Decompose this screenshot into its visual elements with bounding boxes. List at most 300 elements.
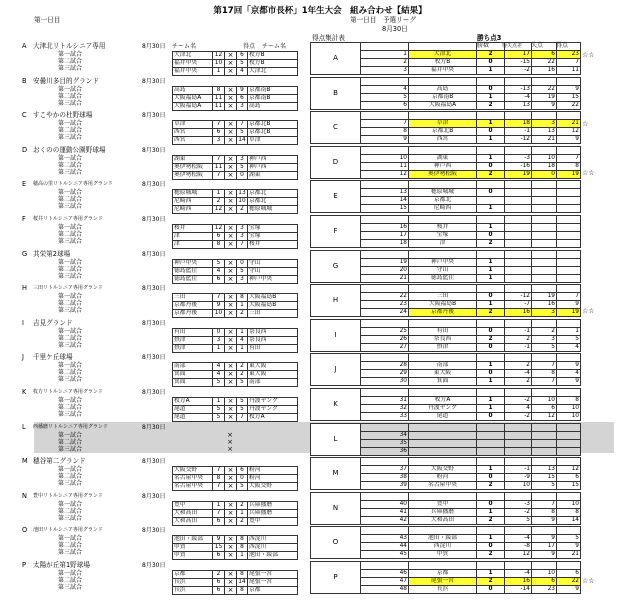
team-number: 29 [361, 370, 409, 378]
wins: 0 [477, 586, 505, 594]
match-label: 第一試合 [58, 466, 83, 474]
team-number: 4 [361, 85, 409, 93]
point-rule-label: 勝ち点3 [477, 34, 502, 42]
away-score: 8 [237, 294, 248, 302]
match-label: 第二試合 [58, 542, 83, 550]
team-number: 26 [361, 335, 409, 343]
goal-diff: -16 [505, 162, 532, 170]
x-mark: × [227, 445, 233, 453]
spacer-cell [505, 285, 532, 293]
match-table [172, 51, 298, 76]
match-date: 8月30日 [142, 354, 166, 362]
spacer-cell [361, 216, 409, 224]
team-number: 23 [361, 301, 409, 309]
match-date: 8月30日 [142, 458, 166, 466]
home-team: 大阪福島A [173, 102, 213, 110]
lost-points: 6 [532, 405, 557, 413]
points: 19 [557, 170, 581, 178]
away-team: 京都北 [248, 198, 298, 206]
points [557, 197, 581, 205]
results-spacer-row [311, 423, 581, 431]
spacer-cell [505, 181, 532, 189]
away-team: 守山 [248, 259, 298, 267]
match-label: 第一試合 [58, 535, 83, 543]
home-score: 8 [213, 86, 225, 94]
lost-points: 3 [532, 309, 557, 317]
away-score: 3 [237, 275, 248, 283]
points [557, 258, 581, 266]
home-team: 草津 [173, 121, 213, 129]
goal-diff: 17 [505, 51, 532, 59]
away-score: 10 [238, 198, 246, 205]
lost-points: 9 [532, 516, 557, 524]
team-number: 30 [361, 378, 409, 386]
away-team: 高島 [248, 102, 298, 110]
points: 10 [557, 405, 581, 413]
match-row [173, 371, 298, 379]
home-score: 6 [213, 517, 225, 525]
away-team: 大阪交野 [248, 483, 298, 491]
right-date-label: 8月30日 [382, 25, 408, 33]
x-mark: × [225, 414, 237, 422]
spacer-cell [505, 527, 532, 535]
home-score: 1 [213, 68, 225, 76]
goal-diff: -3 [505, 500, 532, 508]
team-number: 45 [361, 551, 409, 559]
spacer-cell [361, 458, 409, 466]
team-name: 京都南B [409, 93, 477, 101]
team-name: 西宮 [409, 136, 477, 144]
away-score: 13 [238, 190, 246, 197]
lost-points: 9 [532, 101, 557, 109]
away-score: 6 [237, 52, 248, 60]
spacer-cell [557, 285, 581, 293]
team-number: 12 [361, 170, 409, 178]
match-label: 第一試合 [58, 189, 83, 197]
home-team: 摂津 [173, 336, 213, 344]
wins: 2 [477, 578, 505, 586]
match-row [173, 310, 298, 318]
x-mark: × [225, 52, 237, 60]
team-name: 兵庫播磨 [409, 508, 477, 516]
team-number: 24 [361, 309, 409, 317]
match-label: 第一試合 [58, 224, 83, 231]
spacer-cell [532, 423, 557, 431]
lost-points [532, 431, 557, 439]
team-col-header: チーム名 [172, 43, 197, 50]
home-team: 穂原城城 [173, 190, 213, 198]
match-label: 第二試合 [58, 577, 83, 584]
goal-diff: -1 [505, 128, 532, 136]
points: 23 [557, 51, 581, 59]
home-score: 6 [213, 587, 225, 595]
match-row [173, 171, 298, 179]
points: 22 [557, 578, 581, 586]
wins: 1 [477, 508, 505, 516]
wins: 0 [477, 85, 505, 93]
match-row [173, 475, 298, 483]
home-team: 大阪福島A [173, 94, 213, 102]
group-box-letter: H [311, 285, 361, 317]
team-name: 東大阪 [409, 370, 477, 378]
spacer-cell [361, 389, 409, 397]
goal-diff [505, 266, 532, 274]
spacer-cell [505, 319, 532, 327]
home-score: 8 [213, 475, 225, 483]
team-number: 11 [361, 162, 409, 170]
spacer-cell [532, 250, 557, 258]
match-row [173, 552, 298, 560]
match-date: 8月30日 [142, 146, 166, 154]
x-mark: × [225, 171, 237, 179]
spacer-cell [409, 423, 477, 431]
away-team: 京都北B [248, 129, 298, 137]
group-box-letter: P [311, 562, 361, 594]
advance-stars: ☆☆ [582, 51, 595, 59]
home-score: 9 [213, 302, 225, 310]
spacer-cell [532, 216, 557, 224]
team-name: 穂原城城 [409, 189, 477, 197]
goal-diff: -4 [505, 370, 532, 378]
points: 15 [557, 482, 581, 490]
group-box-letter: E [311, 181, 361, 213]
spacer-cell [361, 319, 409, 327]
team-number: 27 [361, 343, 409, 351]
team-name: 奈良西 [409, 335, 477, 343]
away-score [236, 439, 247, 446]
points: 5 [557, 335, 581, 343]
home-score: 12 [213, 225, 225, 233]
wins: 0 [477, 232, 505, 240]
lost-points: 22 [532, 85, 557, 93]
x-mark: × [225, 483, 237, 491]
team-name: 大和高田 [409, 516, 477, 524]
away-team: 尾張一宮 [248, 579, 298, 587]
team-number: 48 [361, 586, 409, 594]
group-box-letter: M [311, 458, 361, 490]
team-number: 21 [361, 274, 409, 282]
lost-points [532, 224, 557, 232]
spacer-cell [361, 77, 409, 85]
x-mark: × [225, 571, 237, 579]
spacer-cell [532, 492, 557, 500]
wins: 1 [477, 258, 505, 266]
away-score: 6 [237, 467, 248, 475]
team-name: 神戸西 [409, 162, 477, 170]
group-letter: H [22, 284, 27, 293]
group-box-letter: F [311, 216, 361, 248]
home-score: 2 [213, 571, 225, 579]
page-title: 第17回「京都市長杯」1年生大会 組み合わせ【結果】 [213, 6, 427, 16]
home-team: 大津北 [173, 52, 213, 60]
spacer-cell [477, 77, 505, 85]
results-table [310, 457, 581, 490]
home-score: 7 [213, 509, 225, 517]
match-date: 8月30日 [142, 43, 166, 50]
team-number: 13 [361, 189, 409, 197]
away-score: 0 [237, 171, 248, 179]
lost-points: 7 [532, 500, 557, 508]
x-mark: × [225, 190, 237, 198]
spacer-cell [477, 527, 505, 535]
wins: 0 [477, 413, 505, 421]
points [557, 205, 581, 213]
match-row [173, 363, 298, 371]
lost-points [532, 258, 557, 266]
match-row [173, 241, 298, 249]
goal-diff [505, 205, 532, 213]
team-col-header: チーム名 [262, 43, 287, 50]
match-label: 第三試合 [58, 341, 83, 349]
results-spacer-row [311, 77, 581, 85]
results-spacer-row [311, 216, 581, 224]
points: 8 [557, 397, 581, 405]
away-team: 枚方B [248, 60, 298, 68]
home-score: 6 [213, 579, 225, 587]
team-number: 34 [361, 431, 409, 439]
spacer-cell [409, 389, 477, 397]
away-score: 3 [237, 102, 248, 110]
venue-name: 三田リトルシニア専用グランド [33, 285, 103, 292]
venue-name: おくのの運動公園野球場 [33, 145, 106, 154]
home-score [212, 439, 224, 446]
wins: 1 [477, 378, 505, 386]
spacer-cell [505, 216, 532, 224]
advance-stars: ☆ [582, 120, 589, 129]
results-spacer-row [311, 354, 581, 362]
match-row [173, 129, 298, 137]
away-team [247, 432, 297, 439]
home-team: 尼崎西 [173, 198, 213, 206]
lost-points [532, 205, 557, 213]
match-label: 第三試合 [58, 238, 83, 245]
home-team: 池田・綾部 [173, 536, 213, 544]
spacer-cell [557, 458, 581, 466]
wins: 2 [477, 309, 505, 317]
lost-points: 8 [532, 508, 557, 516]
team-number: 42 [361, 516, 409, 524]
team-name: 京都 [409, 570, 477, 578]
team-number: 22 [361, 293, 409, 301]
goal-diff: 10 [505, 482, 532, 490]
away-team: 守山 [248, 267, 298, 275]
away-score: 0 [237, 475, 248, 483]
x-mark: × [225, 163, 237, 171]
spacer-cell [477, 492, 505, 500]
match-row [173, 190, 298, 198]
spacer-cell [557, 216, 581, 224]
group-box-letter: L [311, 423, 361, 455]
goal-diff: -2 [505, 413, 532, 421]
match-label: 第三試合 [58, 307, 83, 315]
away-team: 草津 [248, 137, 298, 145]
match-date: 8月30日 [142, 112, 166, 120]
match-row [173, 52, 298, 60]
home-score: 7 [213, 483, 225, 491]
goal-diff [505, 232, 532, 240]
home-score: 4 [213, 371, 225, 379]
team-name: 枚方B [409, 59, 477, 67]
spacer-cell [532, 562, 557, 570]
results-table [310, 250, 581, 283]
spacer-cell [477, 389, 505, 397]
spacer-cell [557, 492, 581, 500]
spacer-cell [532, 527, 557, 535]
match-label: 第三試合 [58, 168, 83, 176]
goal-diff: 5 [505, 516, 532, 524]
team-name: 西淀川 [409, 543, 477, 551]
home-team: 津 [173, 233, 213, 241]
spacer-cell [361, 562, 409, 570]
group-letter: A [22, 42, 27, 50]
match-label: 第二試合 [58, 161, 83, 169]
match-label: 第一試合 [58, 154, 83, 162]
spacer-cell [477, 562, 505, 570]
match-row [173, 259, 298, 267]
team-name: 枚方A [409, 397, 477, 405]
goal-diff: 2 [505, 378, 532, 386]
points [557, 274, 581, 282]
goal-diff: 4 [505, 405, 532, 413]
x-mark: × [225, 68, 237, 76]
home-team: 名古屋中央 [173, 475, 213, 483]
team-number: 18 [361, 240, 409, 248]
goal-diff: -13 [505, 85, 532, 93]
spacer-cell [477, 423, 505, 431]
spacer-cell [361, 354, 409, 362]
points: 7 [557, 293, 581, 301]
home-score: 5 [213, 414, 225, 422]
spacer-cell [361, 146, 409, 154]
lost-points [532, 439, 557, 447]
results-spacer-row [311, 389, 581, 397]
match-label: 第一試合 [58, 362, 83, 370]
spacer-cell [532, 146, 557, 154]
away-team: 大阪福島B [248, 294, 298, 302]
goal-diff: -3 [505, 154, 532, 162]
away-score: 4 [237, 68, 248, 76]
gd-header: 得失点差 [502, 43, 523, 49]
away-team: 大津北 [248, 68, 298, 76]
match-table [172, 466, 298, 491]
away-score: 5 [237, 398, 248, 406]
match-row [173, 579, 298, 587]
group-box-letter: N [311, 492, 361, 524]
match-label: 第三試合 [58, 376, 83, 384]
points: 10 [557, 500, 581, 508]
points: 8 [557, 162, 581, 170]
home-team: 西宮 [173, 129, 213, 137]
away-team: 兵庫播磨 [248, 501, 298, 509]
group-box-letter: D [311, 146, 361, 178]
team-name [409, 447, 477, 455]
spacer-cell [557, 181, 581, 189]
home-team: 大阪交野 [173, 467, 213, 475]
team-name: 徳島藍住 [409, 274, 477, 282]
spacer-cell [409, 319, 477, 327]
goal-diff: 12 [505, 551, 532, 559]
x-mark: × [225, 302, 237, 310]
home-team [172, 432, 212, 439]
points: 12 [557, 466, 581, 474]
match-table [172, 570, 298, 595]
wins: 0 [477, 162, 505, 170]
home-team: 箕面 [173, 379, 213, 387]
goal-diff: -1 [505, 343, 532, 351]
team-number: 31 [361, 397, 409, 405]
spacer-cell [477, 458, 505, 466]
points: 9 [557, 362, 581, 370]
lost-points: 16 [532, 67, 557, 75]
goal-diff: 2 [505, 362, 532, 370]
match-row [173, 233, 298, 241]
goal-diff: 13 [505, 101, 532, 109]
venue-name: すこやかの杜野球場 [33, 111, 93, 120]
team-name: 三田 [409, 293, 477, 301]
home-team: 西宮 [173, 137, 213, 145]
group-letter: C [22, 111, 27, 120]
team-number: 14 [361, 197, 409, 205]
lost-header: 失点 [531, 42, 544, 49]
away-score: 14 [238, 579, 246, 585]
team-number: 25 [361, 327, 409, 335]
team-name: 尾張一宮 [409, 578, 477, 586]
home-score: 5 [213, 406, 225, 414]
away-score: 5 [237, 379, 248, 387]
home-score: 11 [213, 94, 225, 102]
away-score: 8 [237, 544, 248, 552]
points: 21 [557, 120, 581, 128]
home-team: 徳島藍住 [173, 275, 213, 283]
spacer-cell [557, 527, 581, 535]
wins [477, 197, 505, 205]
group-letter: P [22, 561, 26, 569]
lost-points: 18 [532, 162, 557, 170]
home-team: 高島 [173, 86, 213, 94]
x-mark: × [225, 544, 237, 552]
home-team: 有田 [173, 328, 213, 336]
home-team: 徳島藍住 [173, 267, 213, 275]
away-team: 丹波ヤング [248, 398, 298, 406]
team-name: 大津北 [409, 51, 477, 59]
points [557, 189, 581, 197]
home-team: 長浜 [173, 587, 213, 595]
goal-diff: -7 [505, 301, 532, 309]
away-score: 2 [237, 371, 248, 379]
team-number: 15 [361, 205, 409, 213]
team-number: 17 [361, 232, 409, 240]
lost-points: 0 [532, 170, 557, 178]
lost-points: 13 [532, 128, 557, 136]
away-team [247, 446, 297, 453]
goal-diff: -15 [505, 59, 532, 67]
x-mark: × [225, 517, 237, 525]
spacer-cell [361, 527, 409, 535]
x-mark: × [225, 94, 237, 102]
results-table [310, 111, 581, 144]
goal-diff [505, 189, 532, 197]
home-score: 11 [213, 102, 225, 110]
wins: 0 [477, 500, 505, 508]
wins: 0 [477, 343, 505, 351]
match-label: 第三試合 [58, 480, 83, 488]
match-table [172, 155, 298, 180]
lost-points: 16 [532, 301, 557, 309]
home-score: 3 [213, 137, 225, 145]
spacer-cell [361, 423, 409, 431]
wins: 1 [477, 274, 505, 282]
lost-points: 19 [532, 93, 557, 101]
